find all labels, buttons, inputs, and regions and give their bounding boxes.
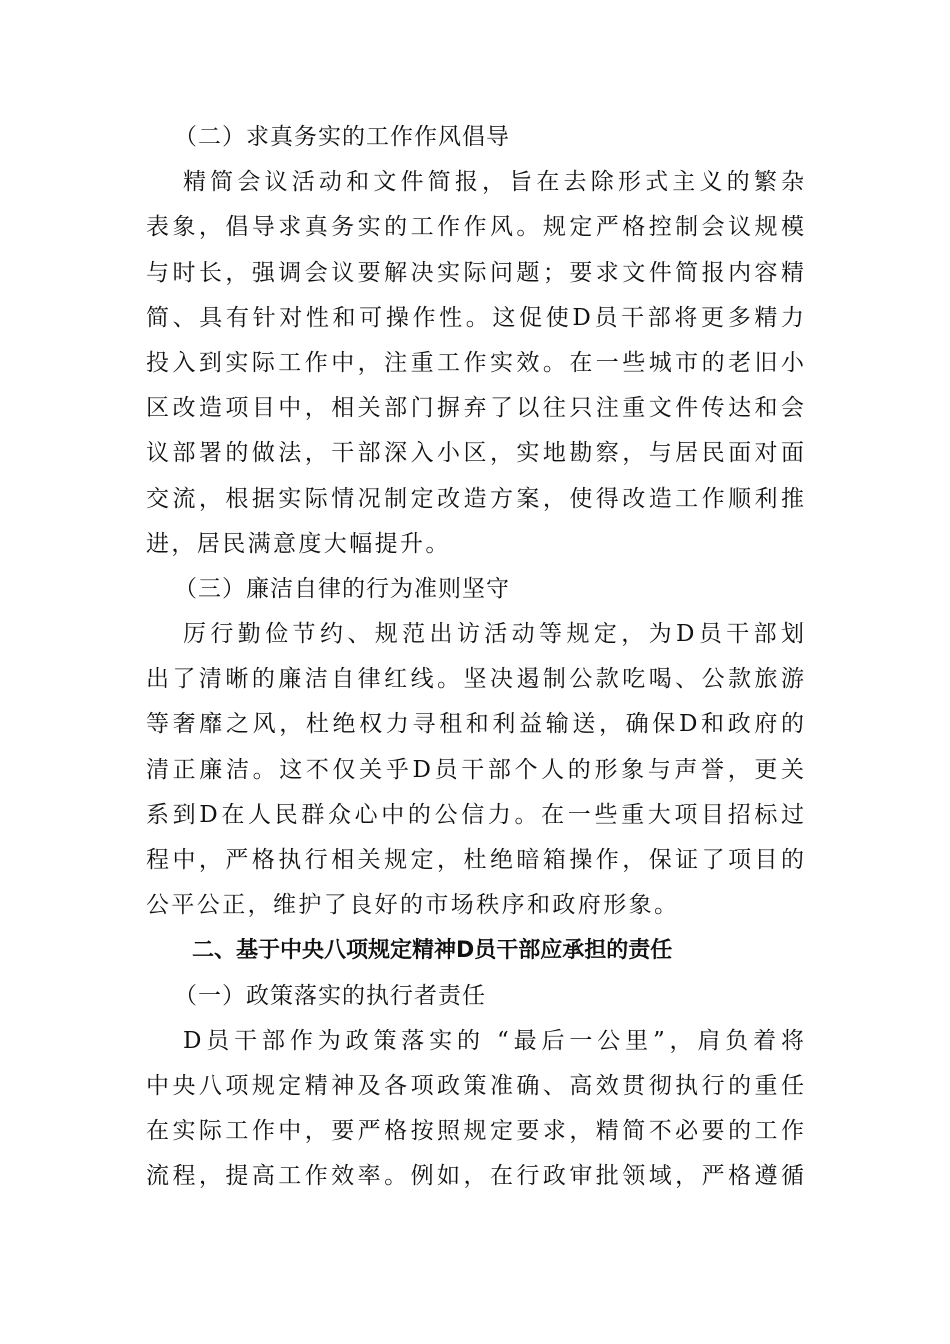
paragraph-line: 议部署的做法，干部深入小区，实地勘察，与居民面对面 bbox=[146, 440, 804, 467]
paragraph-line: 系到D在人民群众心中的公信力。在一些重大项目招标过 bbox=[146, 801, 804, 828]
paragraph-line: 等奢靡之风，杜绝权力寻租和利益输送，确保D和政府的 bbox=[146, 711, 804, 738]
paragraph-line: 厉行勤俭节约、规范出访活动等规定，为D员干部划 bbox=[183, 621, 804, 648]
paragraph-line: 精简会议活动和文件简报，旨在去除形式主义的繁杂 bbox=[183, 169, 804, 196]
paragraph-line: 区改造项目中，相关部门摒弃了以往只注重文件传达和会 bbox=[146, 395, 804, 422]
subsection-heading: （一）政策落实的执行者责任 bbox=[174, 982, 486, 1009]
paragraph-line: 程中，严格执行相关规定，杜绝暗箱操作，保证了项目的 bbox=[146, 847, 804, 873]
paragraph-line: 出了清晰的廉洁自律红线。坚决遏制公款吃喝、公款旅游 bbox=[146, 666, 804, 693]
paragraph-line: 表象，倡导求真务实的工作作风。规定严格控制会议规模 bbox=[146, 214, 804, 241]
paragraph-line: 在实际工作中，要严格按照规定要求，精简不必要的工作 bbox=[146, 1118, 804, 1145]
paragraph-line: 清正廉洁。这不仅关乎D员干部个人的形象与声誉，更关 bbox=[146, 756, 804, 783]
paragraph-line: 投入到实际工作中，注重工作实效。在一些城市的老旧小 bbox=[146, 349, 804, 376]
paragraph-line: 简、具有针对性和可操作性。这促使D员干部将更多精力 bbox=[146, 304, 804, 331]
subsection-heading: （三）廉洁自律的行为准则坚守 bbox=[174, 575, 510, 602]
paragraph-line: 交流，根据实际情况制定改造方案，使得改造工作顺利推 bbox=[146, 485, 804, 512]
paragraph-line: 与时长，强调会议要解决实际问题；要求文件简报内容精 bbox=[146, 259, 804, 286]
paragraph-line: 流程，提高工作效率。例如，在行政审批领域，严格遵循 bbox=[146, 1163, 804, 1190]
section-heading: 二、基于中央八项规定精神D员干部应承担的责任 bbox=[192, 938, 673, 964]
paragraph-line: 进，居民满意度大幅提升。 bbox=[146, 530, 451, 557]
paragraph-line: 中央八项规定精神及各项政策准确、高效贯彻执行的重任 bbox=[146, 1072, 804, 1099]
subsection-heading: （二）求真务实的工作作风倡导 bbox=[174, 124, 510, 150]
paragraph-line: 公平公正，维护了良好的市场秩序和政府形象。 bbox=[146, 892, 680, 919]
document-page bbox=[146, 115, 804, 1200]
paragraph-line: D员干部作为政策落实的 “最后一公里”，肩负着将 bbox=[183, 1027, 804, 1054]
